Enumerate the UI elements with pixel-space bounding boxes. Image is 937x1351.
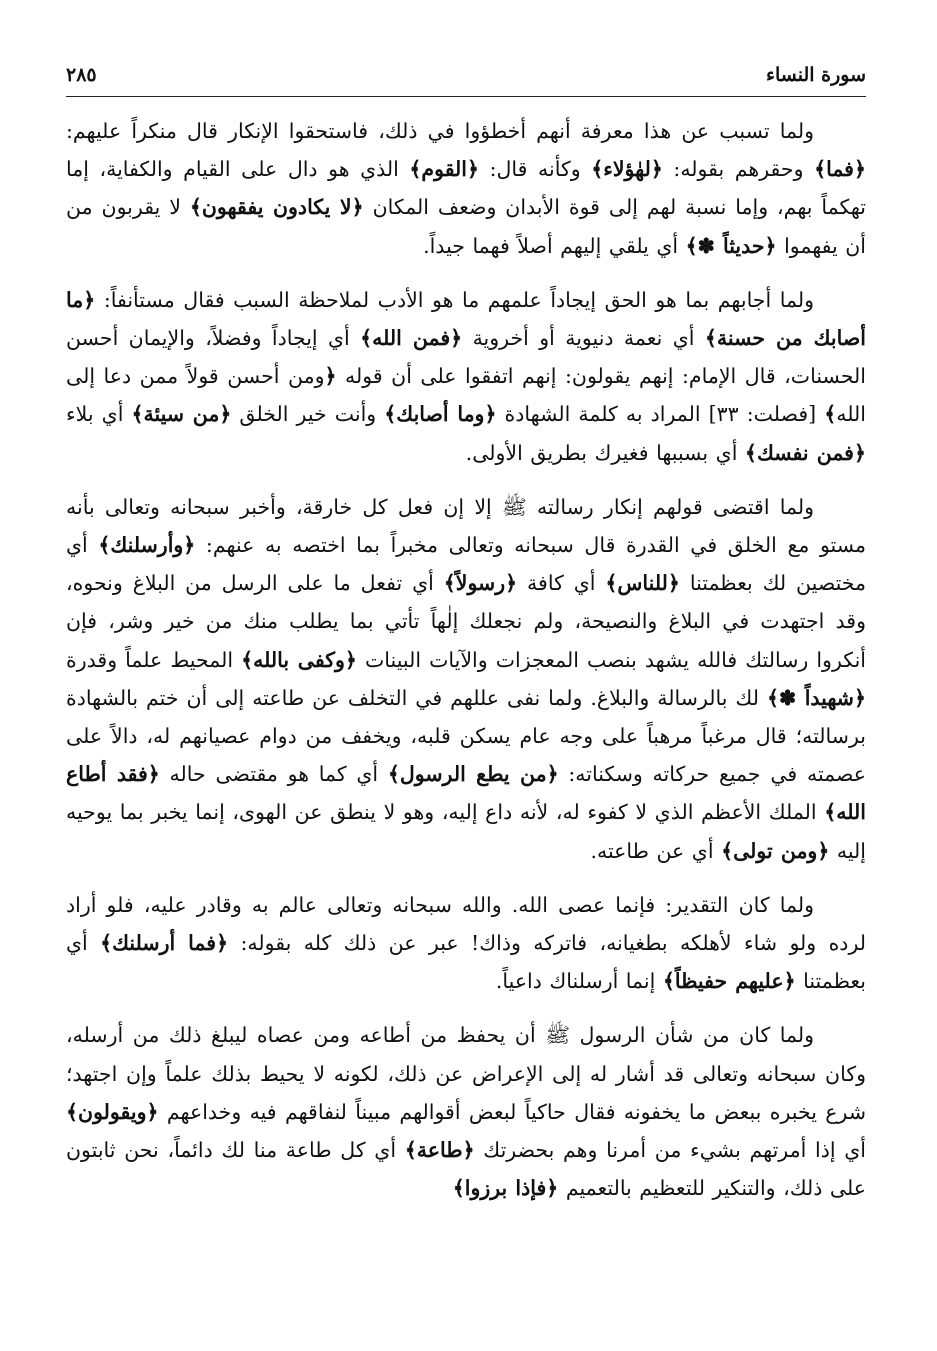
quran-quote: فإذا برزوا: [464, 1176, 547, 1201]
quran-bracket-open: ﴿: [183, 533, 196, 558]
quran-bracket-close: ﴾: [387, 762, 400, 787]
body-text-run: أي مختصين لك بعظمتنا: [66, 533, 867, 596]
body-text-run: أي إذا أمرتهم بشيء من أمرنا وهم بحضرتك: [474, 1138, 866, 1163]
body-text-run: أي بلاء: [66, 402, 132, 427]
quran-quote: فما: [826, 157, 854, 182]
quran-bracket-close: ﴾: [409, 157, 422, 182]
body-text-run: لا يقربون من أن يفهموا: [66, 195, 866, 258]
quran-bracket-open: ﴿: [219, 402, 232, 427]
surah-title: سورة النساء: [766, 64, 866, 86]
paragraph: [66, 886, 866, 1001]
quran-bracket-close: ﴾: [591, 157, 604, 182]
quran-quote: فمن نفسك: [756, 440, 854, 465]
quran-bracket-open: ﴿: [546, 1176, 559, 1201]
quran-bracket-close: ﴾: [662, 969, 675, 994]
quran-bracket-open: ﴿: [147, 762, 160, 787]
page-header: [66, 60, 866, 97]
quran-bracket-close: ﴾: [824, 800, 837, 825]
body-text-run: أي إيجاداً وفضلاً، والإيمان أحسن الحسنات، قال الإمام: إنهم يقولون: إنهم اتفقوا على أن قوله: [66, 326, 866, 389]
body-text-run: ولما اقتضى قولهم إنكار رسالته ﷺ إلا إن فعل كل خارقة، وأخبر سبحانه وتعالى بأنه مستو مع الخلق في القدرة قال سبحانه وتعالى مخبراً بما اختصه به عنهم:: [66, 494, 866, 558]
quran-quote: للناس: [617, 571, 668, 596]
body-text-run: ولما كان من شأن الرسول ﷺ أن يحفظ من أطاعه ومن عصاه ليبلغ ذلك من أرسله، وكان سبحانه وتعالى قد أشار له إلى الإعراض عن ذلك، لكونه لا يحيط بذلك علماً وإن اجتهد؛ شرع يخبره ببعض ما يخفونه فقال حاكياً لبعض أقوالهم مبيناً لنفاقهم فيه وخداعهم: [66, 1023, 866, 1124]
quran-quote: فقد أطاع الله: [66, 762, 866, 825]
quran-bracket-close: ﴾: [744, 440, 757, 465]
body-text: [66, 112, 866, 1223]
quran-bracket-open: ﴿: [854, 685, 867, 710]
quran-bracket-open: ﴿: [450, 326, 463, 351]
quran-quote: من سيئة: [143, 402, 220, 427]
quran-bracket-close: ﴾: [685, 233, 698, 258]
body-text-run: أي نعمة دنيوية أو أخروية: [462, 326, 705, 351]
body-text-run: أي كما هو مقتضى حاله: [159, 762, 388, 787]
quran-quote: حديثاً ✽: [697, 233, 765, 258]
quran-bracket-open: ﴿: [324, 364, 337, 389]
paragraph: [66, 488, 866, 870]
body-text-run: [فصلت: ٣٣] المراد به كلمة الشهادة: [496, 402, 825, 427]
quran-quote: وأرسلنك: [110, 533, 184, 558]
body-text-run: ولما كان التقدير: فإنما عصى الله. والله سبحانه وتعالى عالم به وقادر عليه، فلو أراد لرده ولو شاء لأهلكه بطغيانه، فاتركه وذاك! عبر عن ذلك كله بقوله:: [66, 892, 866, 956]
quran-bracket-close: ﴾: [360, 326, 373, 351]
body-text-run: أي بسببها فغيرك بطريق الأولى.: [465, 440, 745, 465]
quran-bracket-close: ﴾: [241, 647, 254, 672]
body-text-run: الذي هو دال على القيام والكفاية، إما تهكماً بهم، وإما نسبة لهم إلى قوة الأبدان وضعف المكان: [66, 157, 866, 220]
paragraph: [66, 281, 866, 472]
quran-bracket-close: ﴾: [100, 931, 113, 956]
body-text-run: أي يلقي إليهم أصلاً فهما جيداً.: [423, 233, 686, 258]
quran-quote: وما أصابك: [396, 402, 485, 427]
quran-bracket-open: ﴿: [764, 233, 777, 258]
paragraph: [66, 1016, 866, 1207]
body-text-run: وحقرهم بقوله:: [662, 157, 815, 182]
quran-bracket-open: ﴿: [650, 157, 663, 182]
quran-bracket-close: ﴾: [721, 838, 734, 863]
body-text-run: ولما أجابهم بما هو الحق إيجاداً علمهم ما هو الأدب لملاحظة السبب فقال مستأنفاً:: [95, 287, 814, 312]
quran-bracket-close: ﴾: [443, 571, 456, 596]
quran-bracket-close: ﴾: [404, 1138, 417, 1163]
quran-bracket-open: ﴿: [216, 931, 229, 956]
quran-quote: القوم: [421, 157, 468, 182]
quran-bracket-open: ﴿: [462, 1138, 475, 1163]
body-text-run: أي بعظمتنا: [66, 931, 866, 994]
quran-bracket-open: ﴿: [853, 440, 866, 465]
body-text-run: أي كافة: [517, 571, 606, 596]
quran-quote: رسولاً: [455, 571, 506, 596]
quran-bracket-open: ﴿: [505, 571, 518, 596]
quran-bracket-open: ﴿: [546, 762, 559, 787]
quran-quote: شهيداً ✽: [778, 685, 854, 710]
body-text-run: ولما تسبب عن هذا معرفة أنهم أخطؤوا في ذلك، فاستحقوا الإنكار قال منكراً عليهم:: [66, 119, 814, 143]
quran-bracket-close: ﴾: [384, 402, 397, 427]
body-text-run: لك بالرسالة والبلاغ. ولما نفى عللهم في التخلف عن طاعته إلى أن ختم بالشهادة برسالته؛ قال مرغباً مرهباً على وجه عام يسكن قلبه، ويخفف من دوام عصيانهم له، دالاً على عصمته في جميع حركاته وسكناته:: [66, 685, 867, 787]
quran-bracket-open: ﴿: [146, 1099, 159, 1124]
paragraph: [66, 112, 866, 265]
quran-bracket-open: ﴿: [484, 402, 497, 427]
body-text-run: أي عن طاعته.: [590, 838, 722, 863]
page-number: ٢٨٥: [66, 64, 97, 86]
quran-quote: طاعة: [416, 1138, 463, 1163]
quran-quote: فما أرسلنك: [112, 931, 217, 956]
quran-quote: وكفى بالله: [253, 647, 345, 672]
quran-quote: فمن الله: [372, 326, 451, 351]
quran-bracket-close: ﴾: [98, 533, 111, 558]
quran-bracket-close: ﴾: [704, 326, 717, 351]
quran-bracket-close: ﴾: [814, 157, 827, 182]
body-text-run: المحيط علماً وقدرة: [66, 647, 242, 672]
quran-bracket-open: ﴿: [351, 195, 364, 220]
quran-bracket-open: ﴿: [853, 157, 866, 182]
quran-bracket-open: ﴿: [667, 571, 680, 596]
body-text-run: وكأنه قال:: [479, 157, 592, 182]
quran-bracket-open: ﴿: [83, 287, 96, 312]
quran-bracket-close: ﴾: [189, 195, 202, 220]
quran-bracket-close: ﴾: [766, 685, 779, 710]
quran-bracket-close: ﴾: [824, 402, 837, 427]
body-text-run: وأنت خير الخلق: [231, 402, 385, 427]
body-text-run: إنما أرسلناك داعياً.: [495, 969, 663, 994]
quran-bracket-close: ﴾: [452, 1176, 465, 1201]
quran-bracket-open: ﴿: [817, 838, 830, 863]
quran-citation: ومن أحسن قولاً ممن دعا إلى الله: [66, 364, 866, 427]
quran-bracket-close: ﴾: [66, 1099, 79, 1124]
body-text-run: الملك الأعظم الذي لا كفوء له، لأنه داع إليه، وهو لا ينطق عن الهوى، إنما يخبر بما يوحيه إليه: [66, 800, 866, 863]
quran-bracket-open: ﴿: [344, 647, 357, 672]
quran-quote: من يطع الرسول: [399, 762, 547, 787]
quran-bracket-open: ﴿: [783, 969, 796, 994]
quran-quote: عليهم حفيظاً: [674, 969, 784, 994]
quran-bracket-close: ﴾: [131, 402, 144, 427]
quran-quote: ويقولون: [78, 1099, 147, 1124]
quran-bracket-open: ﴿: [467, 157, 480, 182]
body-text-run: أي كل طاعة منا لك دائماً، نحن ثابتون على ذلك، والتنكير للتعظيم بالتعميم: [66, 1138, 866, 1201]
quran-quote: لا يكادون يفقهون: [201, 195, 352, 220]
quran-bracket-close: ﴾: [605, 571, 618, 596]
body-text-run: أي تفعل ما على الرسل من البلاغ ونحوه، وقد اجتهدت في البلاغ والنصيحة، ولم نجعلك إلٰهاً تأتي بما يطلب منك من خير وشر، فإن أنكروا رسالتك فالله يشهد بنصب المعجزات والآيات البينات: [66, 571, 866, 672]
quran-quote: لهٰؤلاء: [603, 157, 651, 182]
quran-quote: ومن تولى: [733, 838, 818, 863]
quran-quote: ما أصابك من حسنة: [66, 287, 866, 351]
